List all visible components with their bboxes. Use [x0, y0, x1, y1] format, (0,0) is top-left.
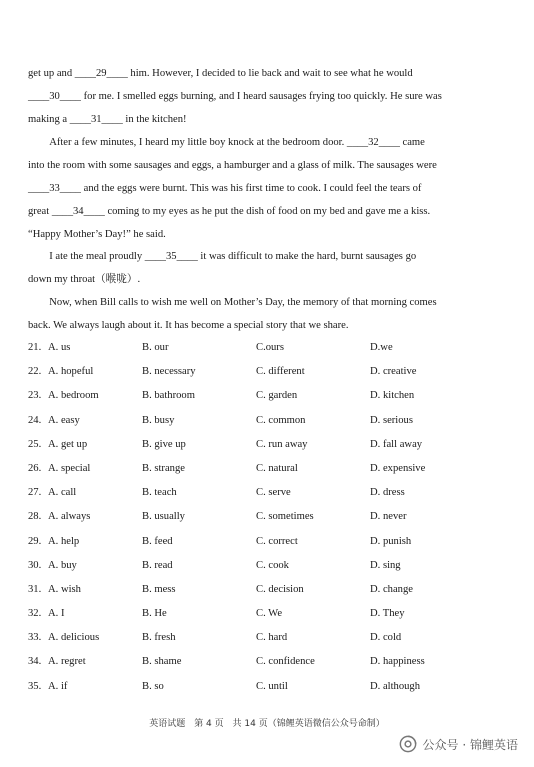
question-row — [28, 603, 508, 627]
passage-line: “Happy Mother’s Day!” he said. — [28, 229, 166, 240]
question-number: 26. — [28, 462, 42, 474]
option-d: D. although — [370, 680, 421, 692]
option-c: C. natural — [256, 462, 298, 474]
question-row — [28, 579, 508, 603]
question-row — [28, 482, 508, 506]
option-c: C. sometimes — [256, 511, 314, 523]
option-c: C. decision — [256, 583, 304, 595]
option-a: A. hopeful — [48, 366, 94, 378]
option-b: B. teach — [142, 487, 177, 499]
passage-line: ____33____ and the eggs were burnt. This was his first time to cook. I could feel the tears of — [28, 183, 422, 194]
option-c: C. confidence — [256, 656, 315, 668]
passage-line: I ate the meal proudly ____35____ it was difficult to make the hard, burnt sausages go — [49, 251, 417, 262]
option-c: C. common — [256, 414, 306, 426]
option-a: A. if — [48, 680, 68, 692]
option-b: B. mess — [142, 583, 176, 595]
option-b: B. shame — [142, 656, 182, 668]
option-c: C. cook — [256, 559, 289, 571]
option-d: D. happiness — [370, 656, 425, 668]
question-number: 27. — [28, 487, 42, 499]
option-d: D. sing — [370, 559, 401, 571]
passage-line: ____30____ for me. I smelled eggs burning, and I heard sausages frying too quickly. He sure was — [28, 91, 442, 102]
option-d: D. kitchen — [370, 390, 415, 402]
option-b: B. usually — [142, 511, 185, 523]
option-a: A. special — [48, 462, 91, 474]
option-a: A. I — [48, 608, 65, 620]
watermark-text: 公众号 · 锦鲤英语 — [422, 737, 518, 752]
passage-line: back. We always laugh about it. It has become a special story that we share. — [28, 320, 349, 331]
answer-options-list — [28, 337, 508, 700]
option-b: B. He — [142, 608, 167, 620]
question-row — [28, 458, 508, 482]
option-b: B. strange — [142, 462, 185, 474]
passage-paragraph-2 — [28, 131, 506, 246]
option-b: B. fresh — [142, 632, 176, 644]
question-row — [28, 531, 508, 555]
option-b: B. our — [142, 342, 169, 353]
question-number: 30. — [28, 559, 42, 571]
question-row — [28, 410, 508, 434]
question-number: 33. — [28, 632, 42, 644]
passage-paragraph-4 — [28, 291, 506, 337]
option-d: D. punish — [370, 535, 412, 547]
option-c: C.ours — [256, 342, 284, 353]
option-b: B. feed — [142, 535, 173, 547]
question-number: 31. — [28, 583, 42, 595]
question-number: 25. — [28, 438, 42, 450]
question-row — [28, 676, 508, 700]
question-row — [28, 361, 508, 385]
page-footer — [0, 716, 534, 729]
passage-line: Now, when Bill calls to wish me well on Mother’s Day, the memory of that morning comes — [49, 297, 437, 308]
option-a: A. wish — [48, 583, 81, 595]
question-number: 35. — [28, 680, 42, 692]
option-a: A. call — [48, 487, 77, 499]
option-b: B. so — [142, 680, 164, 692]
option-a: A. get up — [48, 438, 88, 450]
option-b: B. give up — [142, 438, 186, 450]
option-c: C. We — [256, 608, 283, 620]
passage-line: After a few minutes, I heard my little boy knock at the bedroom door. ____32____ came — [49, 137, 425, 148]
option-b: B. necessary — [142, 366, 196, 378]
option-d: D. serious — [370, 414, 413, 426]
question-row — [28, 555, 508, 579]
question-number: 34. — [28, 656, 42, 668]
passage-line: get up and ____29____ him. However, I decided to lie back and wait to see what he would — [28, 68, 413, 79]
question-number: 23. — [28, 390, 42, 402]
question-number: 24. — [28, 414, 42, 426]
option-d: D. creative — [370, 366, 417, 378]
option-c: C. correct — [256, 535, 298, 547]
option-d: D. change — [370, 583, 413, 595]
question-row — [28, 651, 508, 675]
passage-line: into the room with some sausages and eggs, a hamburger and a glass of milk. The sausages were — [28, 160, 437, 171]
option-c: C. different — [256, 366, 305, 378]
option-b: B. busy — [142, 414, 175, 426]
option-a: A. buy — [48, 559, 77, 571]
option-d: D. fall away — [370, 438, 423, 450]
option-c: C. run away — [256, 438, 308, 450]
option-d: D. They — [370, 608, 405, 620]
footer-total: 共 14 页（锦鲤英语微信公众号命制） — [232, 719, 385, 729]
option-b: B. read — [142, 559, 173, 571]
option-d: D. cold — [370, 632, 402, 644]
option-b: B. bathroom — [142, 390, 195, 402]
option-c: C. serve — [256, 487, 291, 499]
option-a: A. easy — [48, 414, 80, 426]
question-number: 32. — [28, 608, 42, 620]
watermark — [399, 735, 518, 753]
question-number: 21. — [28, 342, 42, 353]
question-row — [28, 627, 508, 651]
option-d: D. dress — [370, 487, 405, 499]
question-row — [28, 506, 508, 530]
option-a: A. bedroom — [48, 390, 99, 402]
question-number: 22. — [28, 366, 42, 378]
option-d: D. never — [370, 511, 407, 523]
question-number: 28. — [28, 511, 42, 523]
wechat-official-account-icon — [399, 735, 417, 753]
question-number: 29. — [28, 535, 42, 547]
passage-line: making a ____31____ in the kitchen! — [28, 114, 187, 125]
option-c: C. until — [256, 680, 288, 692]
option-a: A. delicious — [48, 632, 100, 644]
footer-page: 第 4 页 — [194, 719, 224, 729]
option-c: C. garden — [256, 390, 298, 402]
option-a: A. always — [48, 511, 91, 523]
option-c: C. hard — [256, 632, 288, 644]
option-a: A. regret — [48, 656, 86, 668]
option-d: D.we — [370, 342, 393, 353]
option-a: A. help — [48, 535, 80, 547]
passage-line: down my throat（喉咙）. — [28, 274, 141, 285]
footer-subject: 英语试题 — [149, 719, 186, 729]
passage-paragraph-3 — [28, 245, 506, 291]
option-d: D. expensive — [370, 462, 426, 474]
passage-paragraph-1 — [28, 62, 506, 131]
passage-line: great ____34____ coming to my eyes as he put the dish of food on my bed and gave me a kiss. — [28, 206, 431, 217]
question-row — [28, 337, 508, 361]
option-a: A. us — [48, 342, 71, 353]
question-row — [28, 434, 508, 458]
question-row — [28, 385, 508, 409]
